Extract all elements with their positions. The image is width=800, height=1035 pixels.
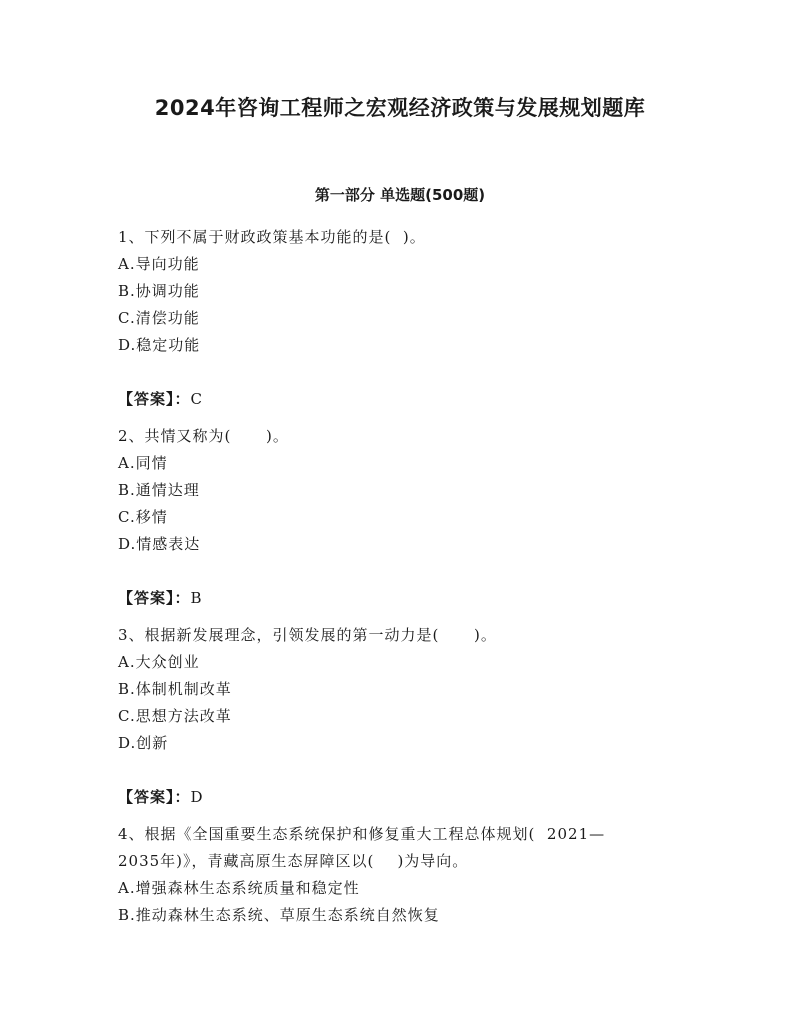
- question-stem: 3、根据新发展理念，引领发展的第一动力是( )。: [118, 626, 497, 644]
- option-b: B.通情达理: [118, 481, 200, 499]
- answer-label: 【答案】：: [118, 788, 191, 806]
- question-stem-line-2: 2035年)》，青藏高原生态屏障区以( )为导向。: [118, 852, 469, 870]
- answer-label: 【答案】：: [118, 390, 191, 408]
- question-stem-line-1: 4、根据《全国重要生态系统保护和修复重大工程总体规划( 2021—: [118, 825, 606, 843]
- option-a: A.大众创业: [118, 653, 200, 671]
- answer-line: [118, 386, 678, 413]
- option-c: C.移情: [118, 508, 168, 526]
- answer-value: D: [190, 788, 204, 806]
- section-title: 第一部分 单选题(500题): [314, 186, 486, 204]
- option-d: D.创新: [118, 734, 169, 752]
- question-1: [118, 224, 678, 413]
- document-title: 2024年咨询工程师之宏观经济政策与发展规划题库: [154, 96, 646, 120]
- answer-label: 【答案】：: [118, 589, 191, 607]
- option-d: D.稳定功能: [118, 336, 201, 354]
- option-a: A.导向功能: [118, 255, 200, 273]
- question-stem: 2、共情又称为( )。: [118, 427, 289, 445]
- option-a: A.增强森林生态系统质量和稳定性: [118, 879, 360, 897]
- question-3: [118, 622, 678, 811]
- question-stem: 1、下列不属于财政政策基本功能的是( )。: [118, 228, 426, 246]
- option-b: B.体制机制改革: [118, 680, 232, 698]
- option-c: C.清偿功能: [118, 309, 200, 327]
- option-d: D.情感表达: [118, 535, 201, 553]
- answer-value: B: [190, 589, 203, 607]
- option-b: B.推动森林生态系统、草原生态系统自然恢复: [118, 906, 440, 924]
- option-c: C.思想方法改革: [118, 707, 232, 725]
- answer-line: [118, 784, 678, 811]
- answer-line: [118, 585, 678, 612]
- question-list: [118, 224, 678, 939]
- answer-value: C: [190, 390, 203, 408]
- option-a: A.同情: [118, 454, 168, 472]
- question-4: [118, 821, 678, 929]
- option-b: B.协调功能: [118, 282, 200, 300]
- question-2: [118, 423, 678, 612]
